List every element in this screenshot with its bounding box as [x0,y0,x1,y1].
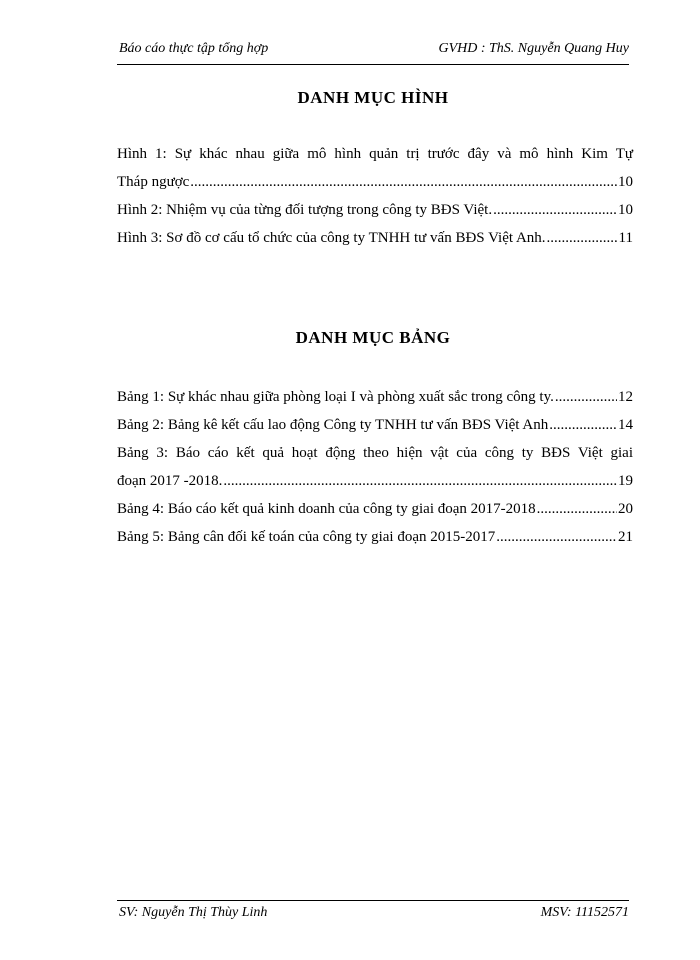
entry-text: Hình 3: Sơ đồ cơ cấu tổ chức của công ty TNHH tư vấn BĐS Việt Anh. [117,230,546,246]
toc-entry-figure-3[interactable] [117,224,633,252]
page-number: 10 [618,202,633,218]
toc-entry-table-1[interactable] [117,383,633,411]
figures-list [117,140,633,252]
entry-text: Bảng 2: Bảng kê kết cấu lao động Công ty TNHH tư vấn BĐS Việt Anh [117,417,549,433]
dot-leader [496,523,617,551]
dot-leader [190,168,617,196]
toc-entry-table-3[interactable] [117,439,633,495]
entry-text: Hình 2: Nhiệm vụ của từng đối tượng trong công ty BĐS Việt. [117,202,493,218]
toc-entry-table-4[interactable] [117,495,633,523]
dot-leader [223,467,617,495]
dot-leader [555,383,617,411]
page-number: 12 [618,389,633,405]
page-number: 14 [618,417,633,433]
report-title: Báo cáo thực tập tổng hợp [119,41,269,56]
toc-entry-table-2[interactable] [117,411,633,439]
entry-text: Tháp ngược [117,174,190,190]
figures-title: DANH MỤC HÌNH [297,88,449,107]
tables-title: DANH MỤC BẢNG [295,328,451,347]
dot-leader [493,196,617,224]
dot-leader [547,224,618,252]
page-number: 20 [618,501,633,517]
page-number: 19 [618,473,633,489]
entry-line-1: Hình 1: Sự khác nhau giữa mô hình quản trị trước đây và mô hình Kim Tự [117,146,633,162]
toc-entry-figure-1[interactable] [117,140,633,196]
student-name: SV: Nguyễn Thị Thùy Linh [119,905,268,920]
toc-entry-figure-2[interactable] [117,196,633,224]
supervisor: GVHD : ThS. Nguyễn Quang Huy [438,41,629,56]
page-header [117,38,629,65]
entry-text: Bảng 1: Sự khác nhau giữa phòng loại I và phòng xuất sắc trong công ty. [117,389,554,405]
entry-text: đoạn 2017 -2018. [117,473,223,489]
page-number: 11 [618,230,633,246]
dot-leader [549,411,617,439]
entry-line-1: Bảng 3: Báo cáo kết quả hoạt động theo hiện vật của công ty BĐS Việt giai [117,445,633,461]
page-number: 21 [618,529,633,545]
tables-list [117,383,633,551]
dot-leader [537,495,617,523]
entry-text: Bảng 5: Bảng cân đối kế toán của công ty giai đoạn 2015-2017 [117,529,496,545]
page-footer [117,900,629,925]
toc-entry-table-5[interactable] [117,523,633,551]
student-id: MSV: 11152571 [540,905,629,920]
page-number: 10 [618,174,633,190]
entry-text: Bảng 4: Báo cáo kết quả kinh doanh của công ty giai đoạn 2017-2018 [117,501,536,517]
